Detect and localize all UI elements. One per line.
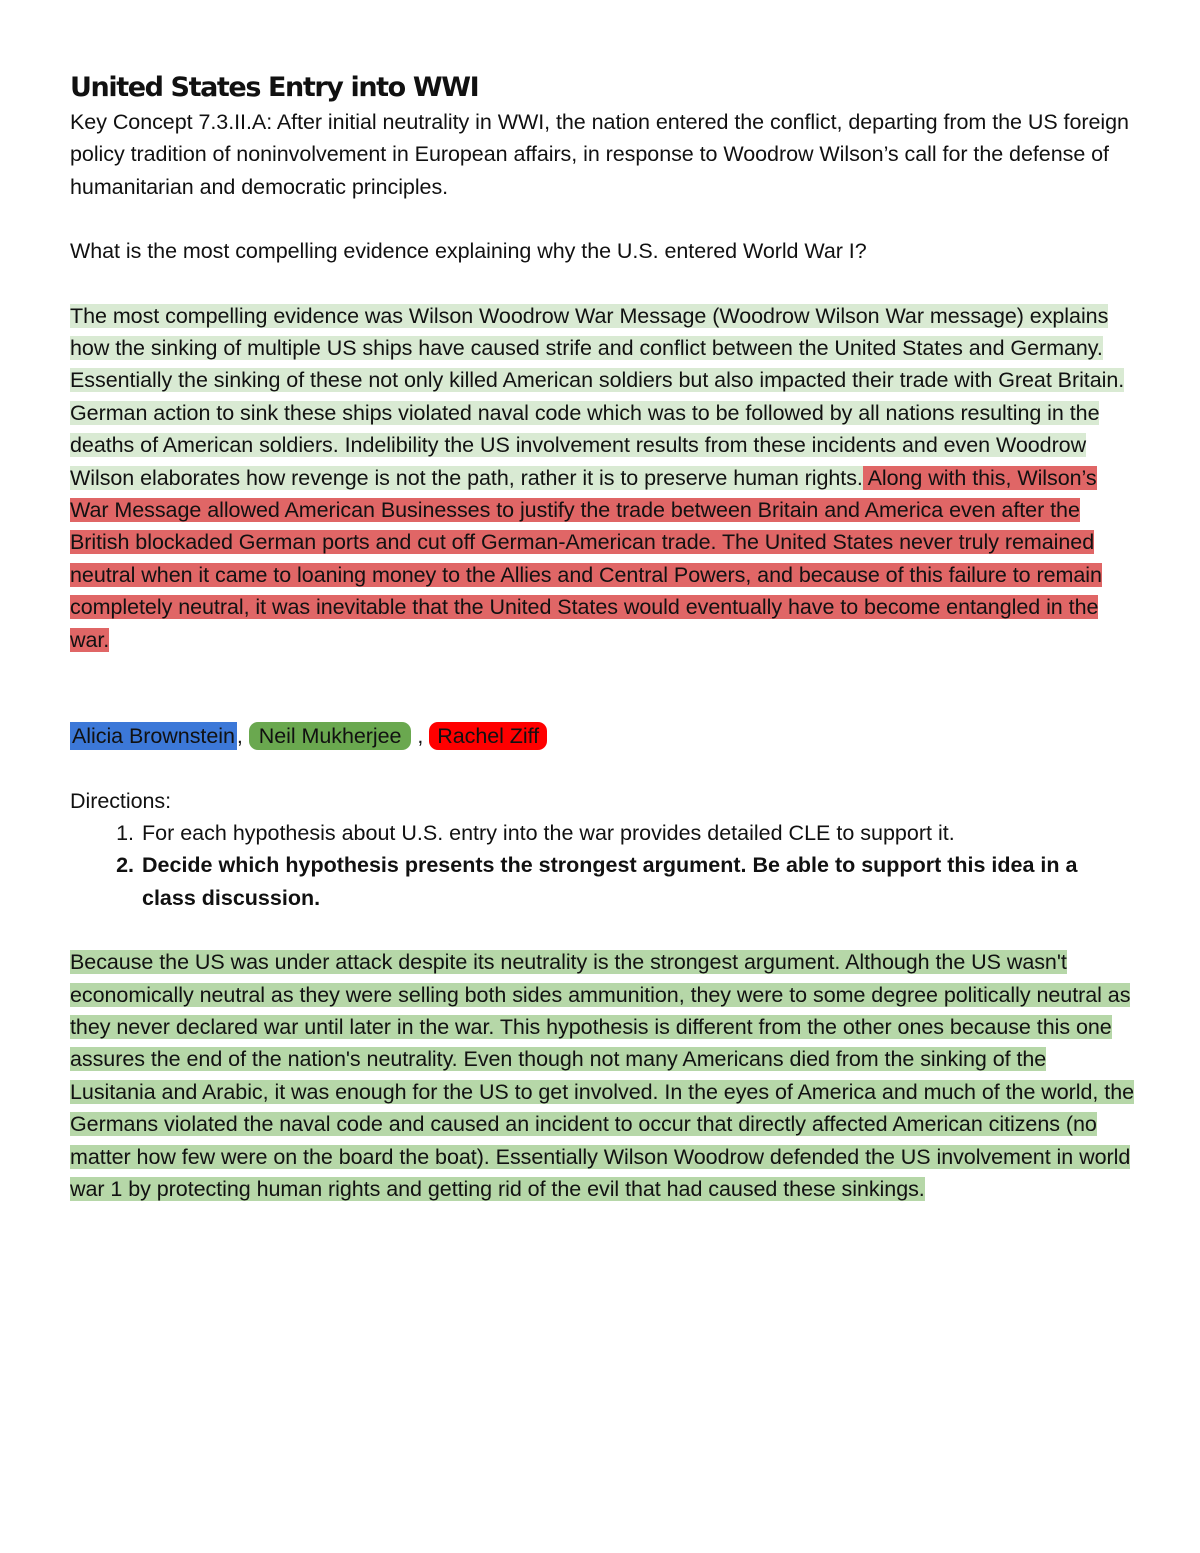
- authors-line: [70, 720, 1135, 752]
- document-title: United States Entry into WWI: [70, 72, 479, 103]
- author-separator: ,: [236, 724, 243, 749]
- question: What is the most compelling evidence explaining why the U.S. entered World War I?: [70, 239, 867, 264]
- spacer: [70, 656, 1135, 720]
- spacer: [70, 268, 1135, 300]
- directions-list: [70, 817, 1135, 914]
- spacer: [70, 203, 1135, 235]
- conclusion-paragraph: [70, 946, 1135, 1205]
- author-separator: ,: [417, 724, 424, 749]
- author-chip-alicia: Alicia Brownstein: [72, 724, 235, 749]
- answer-highlight-red: Along with this, Wilson’s War Message allowed American Businesses to justify the trade between Britain and America even after the British blockaded German ports and cut off German-American trade. The United States never truly remained neutral when it came to loaning money to the Allies and Central Powers, and because of this failure to remain completely neutral, it was inevitable that the United States would eventually have to become entangled in the war.: [70, 465, 1102, 652]
- spacer: [70, 753, 1135, 785]
- spacer: [70, 914, 1135, 946]
- directions-label: Directions:: [70, 788, 172, 813]
- directions-item: 2. Decide which hypothesis presents the strongest argument. Be able to support this idea in a class discussion.: [140, 849, 1135, 914]
- author-chip-neil: Neil Mukherjee: [249, 722, 412, 750]
- author-chip-rachel: Rachel Ziff: [429, 722, 547, 750]
- key-concept: Key Concept 7.3.II.A: After initial neutrality in WWI, the nation entered the conflict, departing from the US foreign policy tradition of noninvolvement in European affairs, in response to Woodrow Wilson’s call for the defense of humanitarian and democratic principles.: [70, 110, 1129, 199]
- answer-paragraph: [70, 300, 1135, 656]
- conclusion-highlight: Because the US was under attack despite its neutrality is the strongest argument. Although the US wasn't economically neutral as they were selling both sides ammunition, they were to some degree politically neutral as they never declared war until later in the war. This hypothesis is different from the other ones because this one assures the end of the nation's neutrality. Even though not many Americans died from the sinking of the Lusitania and Arabic, it was enough for the US to get involved. In the eyes of America and much of the world, the Germans violated the naval code and caused an incident to occur that directly affected American citizens (no matter how few were on the board the boat). Essentially Wilson Woodrow defended the US involvement in world war 1 by protecting human rights and getting rid of the evil that had caused these sinkings.: [70, 950, 1135, 1201]
- answer-highlight-green: The most compelling evidence was Wilson Woodrow War Message (Woodrow Wilson War message) explains how the sinking of multiple US ships have caused strife and conflict between the United States and Germany. Essentially the sinking of these not only killed American soldiers but also impacted their trade with Great Britain. German action to sink these ships violated naval code which was to be followed by all nations resulting in the deaths of American soldiers. Indelibility the US involvement results from these incidents and even Woodrow Wilson elaborates how revenge is not the path, rather it is to preserve human rights.: [70, 303, 1125, 490]
- document-page: [70, 70, 1135, 1205]
- directions-item: 1. For each hypothesis about U.S. entry into the war provides detailed CLE to support it.: [140, 817, 1135, 849]
